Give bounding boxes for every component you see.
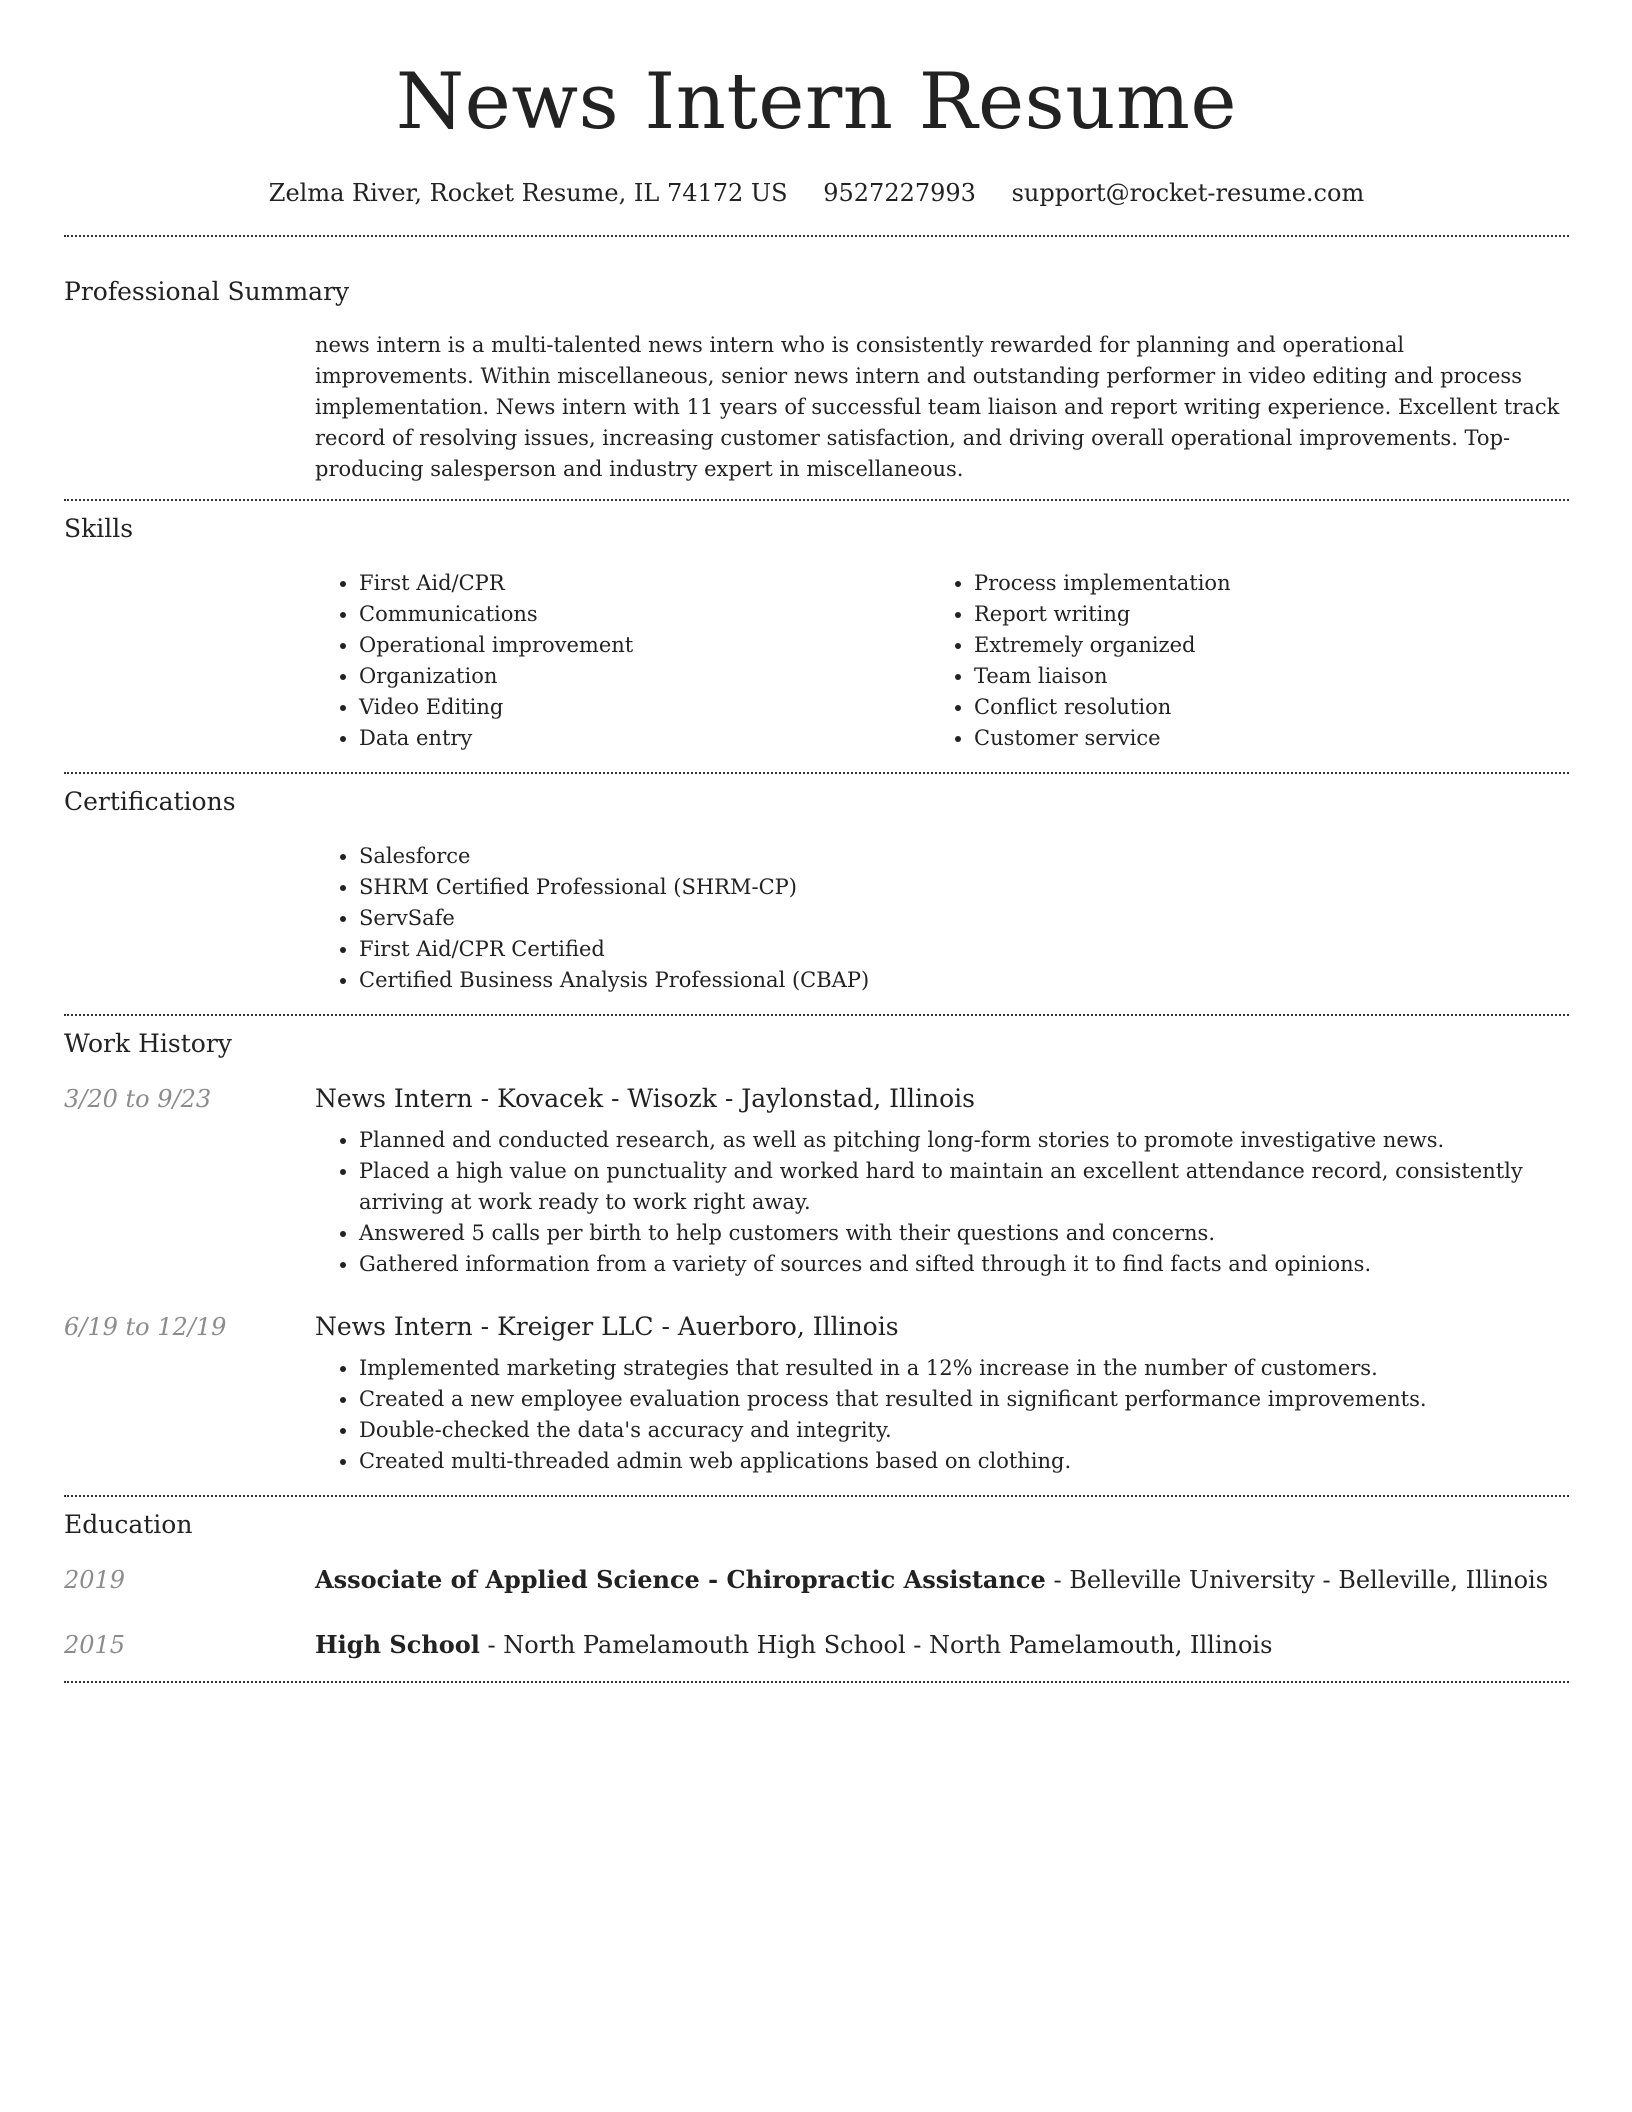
job-title: News Intern bbox=[315, 1312, 473, 1341]
certification-item: • SHRM Certified Professional (SHRM-CP) bbox=[359, 872, 1569, 903]
job-company: Kovacek - Wisozk bbox=[497, 1084, 717, 1113]
divider bbox=[64, 1681, 1569, 1683]
certification-item: • ServSafe bbox=[359, 903, 1569, 934]
job-dates: 3/20 to 9/23 bbox=[64, 1085, 212, 1113]
separator: - bbox=[1314, 1566, 1339, 1594]
education-entry bbox=[64, 1630, 1569, 1659]
certifications-list bbox=[315, 841, 1569, 996]
job-bullet-list bbox=[315, 1353, 1569, 1477]
job-bullet: • Answered 5 calls per birth to help customers with their questions and concerns. bbox=[359, 1218, 1569, 1249]
job-bullets bbox=[315, 1125, 1569, 1280]
skill-item: • Communications bbox=[359, 599, 930, 630]
separator: - bbox=[472, 1312, 498, 1341]
divider bbox=[64, 235, 1569, 237]
contact-line bbox=[64, 178, 1569, 208]
divider bbox=[64, 1495, 1569, 1497]
education-degree: Associate of Applied Science - Chiropractic Assistance bbox=[315, 1565, 1046, 1594]
skills-column-right bbox=[930, 568, 1545, 754]
skills-column-left bbox=[315, 568, 930, 754]
education-location: Belleville, Illinois bbox=[1338, 1566, 1549, 1594]
education-school: Belleville University bbox=[1069, 1566, 1315, 1594]
certification-item: • Certified Business Analysis Professional (CBAP) bbox=[359, 965, 1569, 996]
job-company: Kreiger LLC bbox=[497, 1312, 654, 1341]
summary-content bbox=[315, 330, 1569, 485]
skills-heading: Skills bbox=[64, 514, 134, 543]
contact-email: support@rocket-resume.com bbox=[1011, 179, 1365, 207]
certification-item: • Salesforce bbox=[359, 841, 1569, 872]
skill-item: • Report writing bbox=[974, 599, 1545, 630]
job-location: Jaylonstad, Illinois bbox=[741, 1084, 975, 1113]
job-header bbox=[64, 1312, 1569, 1341]
education-school: North Pamelamouth High School bbox=[503, 1631, 906, 1659]
resume-title: News Intern Resume bbox=[395, 57, 1238, 147]
summary-section bbox=[64, 276, 1569, 485]
education-year: 2019 bbox=[64, 1566, 126, 1594]
job-bullet-list bbox=[315, 1125, 1569, 1280]
summary-text: news intern is a multi-talented news intern who is consistently rewarded for planning and operational improvements. Within miscellaneous, senior news intern and outstanding performer in video editing and process implementation. News intern with 11 years of successful team liaison and report writing experience. Excellent track record of resolving issues, increasing customer satisfaction, and driving overall operational improvements. Top-producing salesperson and industry expert in miscellaneous. bbox=[315, 333, 1560, 481]
contact-address: Zelma River, Rocket Resume, IL 74172 US bbox=[268, 179, 788, 207]
job-entry bbox=[64, 1312, 1569, 1477]
certification-item: • First Aid/CPR Certified bbox=[359, 934, 1569, 965]
work-history-section bbox=[64, 1028, 1569, 1477]
job-bullet: • Implemented marketing strategies that resulted in a 12% increase in the number of customers. bbox=[359, 1353, 1569, 1384]
education-section bbox=[64, 1509, 1569, 1659]
work-history-heading: Work History bbox=[64, 1029, 232, 1058]
skill-item: • Process implementation bbox=[974, 568, 1545, 599]
job-bullet: • Created multi-threaded admin web applications based on clothing. bbox=[359, 1446, 1569, 1477]
divider bbox=[64, 772, 1569, 774]
skills-list bbox=[315, 568, 1569, 754]
skill-item: • Conflict resolution bbox=[974, 692, 1545, 723]
job-dates: 6/19 to 12/19 bbox=[64, 1313, 227, 1341]
divider bbox=[64, 499, 1569, 501]
education-entry bbox=[64, 1565, 1569, 1594]
skill-item: • Data entry bbox=[359, 723, 930, 754]
education-title-line bbox=[315, 1565, 1548, 1594]
divider bbox=[64, 1014, 1569, 1016]
job-bullets bbox=[315, 1353, 1569, 1477]
contact-phone: 9527227993 bbox=[823, 179, 976, 207]
skill-item: • Customer service bbox=[974, 723, 1545, 754]
job-bullet: • Placed a high value on punctuality and worked hard to maintain an excellent attendance record, consistently arriving at work ready to work right away. bbox=[359, 1156, 1569, 1218]
certifications-heading: Certifications bbox=[64, 787, 236, 816]
job-bullet: • Created a new employee evaluation process that resulted in significant performance improvements. bbox=[359, 1384, 1569, 1415]
resume-page bbox=[64, 0, 1569, 1683]
certifications-content bbox=[315, 841, 1569, 996]
skill-item: • Team liaison bbox=[974, 661, 1545, 692]
skill-item: • Organization bbox=[359, 661, 930, 692]
job-bullet: • Double-checked the data's accuracy and integrity. bbox=[359, 1415, 1569, 1446]
job-bullet: • Gathered information from a variety of sources and sifted through it to find facts and opinions. bbox=[359, 1249, 1569, 1280]
job-title-line bbox=[315, 1312, 899, 1341]
job-location: Auerboro, Illinois bbox=[677, 1312, 899, 1341]
education-degree: High School bbox=[315, 1630, 480, 1659]
education-year: 2015 bbox=[64, 1631, 126, 1659]
education-heading: Education bbox=[64, 1510, 193, 1539]
skill-item: • First Aid/CPR bbox=[359, 568, 930, 599]
skill-item: • Operational improvement bbox=[359, 630, 930, 661]
job-title: News Intern bbox=[315, 1084, 473, 1113]
job-title-line bbox=[315, 1084, 975, 1113]
job-entry bbox=[64, 1084, 1569, 1280]
education-location: North Pamelamouth, Illinois bbox=[929, 1631, 1273, 1659]
separator: - bbox=[479, 1631, 504, 1659]
separator: - bbox=[716, 1084, 742, 1113]
separator: - bbox=[653, 1312, 678, 1341]
skill-item: • Extremely organized bbox=[974, 630, 1545, 661]
education-title-line bbox=[315, 1630, 1272, 1659]
summary-heading: Professional Summary bbox=[64, 277, 350, 306]
separator: - bbox=[1045, 1566, 1070, 1594]
separator: - bbox=[905, 1631, 929, 1659]
certifications-section bbox=[64, 786, 1569, 996]
skills-section bbox=[64, 513, 1569, 754]
separator: - bbox=[472, 1084, 498, 1113]
job-bullet: • Planned and conducted research, as well as pitching long-form stories to promote investigative news. bbox=[359, 1125, 1569, 1156]
job-header bbox=[64, 1084, 1569, 1113]
skill-item: • Video Editing bbox=[359, 692, 930, 723]
